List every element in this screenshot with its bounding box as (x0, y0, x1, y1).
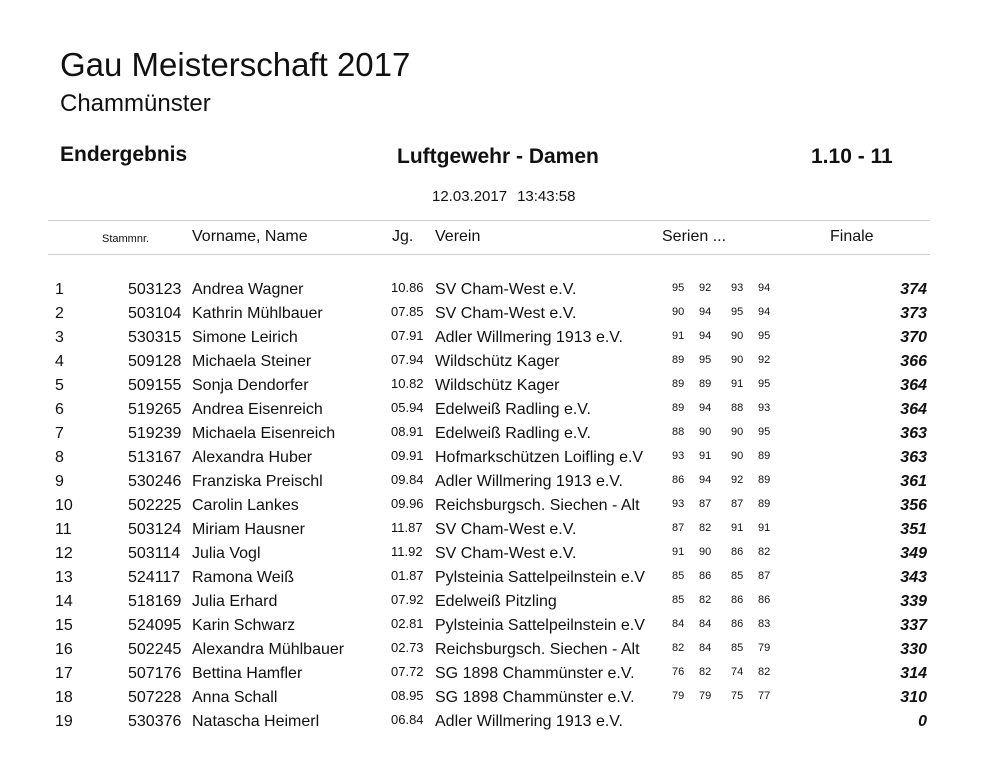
print-datetime (432, 188, 575, 206)
jg-cell: 09.96 (391, 496, 424, 511)
series-cell: 86 (758, 594, 771, 606)
final-score-cell: 314 (900, 665, 927, 682)
stammnr-cell: 503123 (128, 281, 182, 298)
series-cell: 79 (699, 690, 712, 702)
series-cell: 93 (672, 498, 685, 510)
series-cell: 79 (672, 690, 685, 702)
name-cell: Andrea Wagner (192, 281, 304, 298)
series-cell: 89 (758, 474, 771, 486)
series-cell: 75 (731, 690, 744, 702)
stammnr-cell: 530376 (128, 713, 182, 730)
series-cell: 91 (758, 522, 771, 534)
series-cell: 89 (672, 402, 685, 414)
stammnr-cell: 503114 (128, 545, 181, 562)
series-cell: 86 (731, 618, 744, 630)
series-cell: 94 (699, 306, 712, 318)
series-cell: 84 (699, 618, 712, 630)
stammnr-cell: 507228 (128, 689, 182, 706)
stammnr-cell: 513167 (128, 449, 182, 466)
jg-cell: 09.84 (391, 472, 424, 487)
rank-cell: 18 (55, 689, 73, 706)
series-cell: 88 (672, 426, 685, 438)
jg-cell: 05.94 (391, 400, 424, 415)
page-title: Gau Meisterschaft 2017 (60, 46, 411, 83)
name-cell: Kathrin Mühlbauer (192, 305, 323, 322)
rank-cell: 5 (55, 377, 64, 394)
series-cell: 94 (699, 474, 712, 486)
series-cell: 95 (758, 426, 771, 438)
jg-cell: 07.92 (391, 592, 424, 607)
name-cell: Miriam Hausner (192, 521, 305, 538)
series-cell: 89 (758, 450, 771, 462)
series-cell: 91 (731, 378, 744, 390)
series-cell: 87 (731, 498, 744, 510)
series-cell: 77 (758, 690, 771, 702)
table-row (0, 326, 1000, 350)
stammnr-cell: 509155 (128, 377, 182, 394)
column-header-name: Vorname, Name (192, 228, 308, 245)
name-cell: Julia Erhard (192, 593, 278, 610)
rank-cell: 6 (55, 401, 64, 418)
stammnr-cell: 530246 (128, 473, 182, 490)
series-cell: 84 (672, 618, 685, 630)
series-cell: 92 (731, 474, 744, 486)
verein-cell: SV Cham-West e.V. (435, 545, 577, 562)
column-header-serien: Serien ... (662, 228, 727, 245)
series-cell: 91 (699, 450, 712, 462)
verein-cell: SV Cham-West e.V. (435, 305, 577, 322)
name-cell: Alexandra Huber (192, 449, 313, 466)
final-score-cell: 370 (900, 329, 927, 346)
series-cell: 86 (731, 546, 744, 558)
final-score-cell: 0 (918, 713, 927, 730)
jg-cell: 11.92 (391, 544, 423, 559)
header-divider-top (48, 220, 930, 221)
verein-cell: Edelweiß Radling e.V. (435, 425, 591, 442)
final-score-cell: 310 (900, 689, 927, 706)
stammnr-cell: 502245 (128, 641, 182, 658)
jg-cell: 09.91 (391, 448, 424, 463)
table-row (0, 422, 1000, 446)
rank-cell: 14 (55, 593, 73, 610)
name-cell: Anna Schall (192, 689, 278, 706)
series-cell: 87 (672, 522, 685, 534)
table-row (0, 374, 1000, 398)
jg-cell: 07.85 (391, 304, 424, 319)
series-cell: 95 (672, 282, 685, 294)
final-score-cell: 339 (900, 593, 927, 610)
name-cell: Julia Vogl (192, 545, 261, 562)
series-cell: 82 (758, 666, 771, 678)
series-cell: 82 (758, 546, 771, 558)
series-cell: 76 (672, 666, 685, 678)
table-row (0, 566, 1000, 590)
jg-cell: 08.95 (391, 688, 424, 703)
final-score-cell: 374 (900, 281, 927, 298)
table-row (0, 686, 1000, 710)
rank-cell: 12 (55, 545, 73, 562)
series-cell: 92 (758, 354, 771, 366)
stammnr-cell: 524095 (128, 617, 182, 634)
print-date: 12.03.2017 (432, 188, 508, 205)
name-cell: Karin Schwarz (192, 617, 296, 634)
series-cell: 83 (758, 618, 771, 630)
rank-cell: 10 (55, 497, 73, 514)
page-subtitle: Chammünster (60, 90, 211, 117)
final-score-cell: 351 (900, 521, 927, 538)
table-row (0, 662, 1000, 686)
series-cell: 92 (699, 282, 712, 294)
name-cell: Michaela Steiner (192, 353, 312, 370)
table-row (0, 350, 1000, 374)
rank-cell: 11 (55, 521, 72, 538)
rank-cell: 16 (55, 641, 73, 658)
rank-cell: 1 (55, 281, 64, 298)
table-row (0, 398, 1000, 422)
class-code: 1.10 - 11 (811, 145, 893, 168)
series-cell: 93 (731, 282, 744, 294)
jg-cell: 10.86 (391, 280, 424, 295)
result-label: Endergebnis (60, 143, 188, 166)
table-row (0, 590, 1000, 614)
series-cell: 89 (699, 378, 712, 390)
table-row (0, 446, 1000, 470)
discipline-label: Luftgewehr - Damen (397, 145, 599, 168)
series-cell: 90 (699, 426, 712, 438)
series-cell: 91 (672, 546, 685, 558)
final-score-cell: 337 (900, 617, 927, 634)
verein-cell: Adler Willmering 1913 e.V. (435, 713, 623, 730)
rank-cell: 17 (55, 665, 73, 682)
series-cell: 88 (731, 402, 744, 414)
rank-cell: 15 (55, 617, 73, 634)
verein-cell: SG 1898 Chammünster e.V. (435, 689, 635, 706)
results-table (0, 278, 1000, 734)
name-cell: Andrea Eisenreich (192, 401, 323, 418)
series-cell: 95 (731, 306, 744, 318)
series-cell: 95 (758, 378, 771, 390)
series-cell: 89 (672, 378, 685, 390)
jg-cell: 07.72 (391, 664, 424, 679)
final-score-cell: 349 (900, 545, 927, 562)
name-cell: Carolin Lankes (192, 497, 299, 514)
table-row (0, 302, 1000, 326)
rank-cell: 8 (55, 449, 64, 466)
series-cell: 86 (672, 474, 685, 486)
series-cell: 95 (758, 330, 771, 342)
series-cell: 74 (731, 666, 744, 678)
jg-cell: 08.91 (391, 424, 424, 439)
series-cell: 86 (731, 594, 744, 606)
verein-cell: SV Cham-West e.V. (435, 281, 577, 298)
jg-cell: 10.82 (391, 376, 424, 391)
series-cell: 90 (731, 354, 744, 366)
verein-cell: Hofmarkschützen Loifling e.V (435, 449, 644, 466)
series-cell: 87 (699, 498, 712, 510)
table-row (0, 542, 1000, 566)
column-header-jg: Jg. (392, 228, 414, 245)
jg-cell: 02.81 (391, 616, 424, 631)
series-cell: 82 (699, 594, 712, 606)
table-row (0, 494, 1000, 518)
final-score-cell: 330 (900, 641, 927, 658)
series-cell: 89 (672, 354, 685, 366)
final-score-cell: 343 (900, 569, 927, 586)
final-score-cell: 363 (900, 425, 927, 442)
verein-cell: Adler Willmering 1913 e.V. (435, 473, 623, 490)
final-score-cell: 361 (900, 473, 927, 490)
series-cell: 95 (699, 354, 712, 366)
series-cell: 90 (731, 330, 744, 342)
series-cell: 82 (672, 642, 685, 654)
verein-cell: SV Cham-West e.V. (435, 521, 577, 538)
jg-cell: 07.91 (391, 328, 424, 343)
name-cell: Michaela Eisenreich (192, 425, 336, 442)
series-cell: 93 (758, 402, 771, 414)
series-cell: 85 (672, 594, 685, 606)
series-cell: 94 (758, 282, 771, 294)
rank-cell: 19 (55, 713, 73, 730)
series-cell: 87 (758, 570, 771, 582)
stammnr-cell: 524117 (128, 569, 181, 586)
rank-cell: 13 (55, 569, 73, 586)
verein-cell: Edelweiß Radling e.V. (435, 401, 591, 418)
jg-cell: 07.94 (391, 352, 424, 367)
series-cell: 86 (699, 570, 712, 582)
rank-cell: 3 (55, 329, 64, 346)
series-cell: 84 (699, 642, 712, 654)
verein-cell: Reichsburgsch. Siechen - Alt (435, 497, 640, 514)
final-score-cell: 373 (900, 305, 927, 322)
jg-cell: 11.87 (391, 520, 423, 535)
jg-cell: 01.87 (391, 568, 424, 583)
stammnr-cell: 503104 (128, 305, 182, 322)
verein-cell: Adler Willmering 1913 e.V. (435, 329, 623, 346)
series-cell: 79 (758, 642, 771, 654)
series-cell: 82 (699, 666, 712, 678)
final-score-cell: 366 (900, 353, 927, 370)
final-score-cell: 364 (900, 401, 927, 418)
name-cell: Natascha Heimerl (192, 713, 320, 730)
stammnr-cell: 518169 (128, 593, 182, 610)
series-cell: 85 (731, 642, 744, 654)
name-cell: Alexandra Mühlbauer (192, 641, 345, 658)
rank-cell: 4 (55, 353, 64, 370)
series-cell: 94 (699, 330, 712, 342)
table-row (0, 638, 1000, 662)
stammnr-cell: 507176 (128, 665, 182, 682)
series-cell: 94 (699, 402, 712, 414)
verein-cell: Wildschütz Kager (435, 377, 560, 394)
verein-cell: Reichsburgsch. Siechen - Alt (435, 641, 640, 658)
column-header-stammnr: Stammnr. (102, 233, 150, 245)
name-cell: Franziska Preischl (192, 473, 323, 490)
table-row (0, 518, 1000, 542)
verein-cell: Edelweiß Pitzling (435, 593, 557, 610)
print-time: 13:43:58 (517, 188, 576, 205)
series-cell: 90 (731, 450, 744, 462)
final-score-cell: 364 (900, 377, 927, 394)
name-cell: Ramona Weiß (192, 569, 294, 586)
rank-cell: 2 (55, 305, 64, 322)
series-cell: 94 (758, 306, 771, 318)
rank-cell: 9 (55, 473, 64, 490)
stammnr-cell: 530315 (128, 329, 182, 346)
name-cell: Simone Leirich (192, 329, 298, 346)
jg-cell: 06.84 (391, 712, 424, 727)
series-cell: 89 (758, 498, 771, 510)
table-row (0, 470, 1000, 494)
stammnr-cell: 503124 (128, 521, 182, 538)
stammnr-cell: 502225 (128, 497, 182, 514)
series-cell: 91 (672, 330, 685, 342)
series-cell: 93 (672, 450, 685, 462)
series-cell: 85 (731, 570, 744, 582)
final-score-cell: 363 (900, 449, 927, 466)
verein-cell: Pylsteinia Sattelpeilnstein e.V (435, 569, 645, 586)
verein-cell: Wildschütz Kager (435, 353, 560, 370)
table-row (0, 710, 1000, 734)
table-row (0, 278, 1000, 302)
jg-cell: 02.73 (391, 640, 424, 655)
verein-cell: SG 1898 Chammünster e.V. (435, 665, 635, 682)
stammnr-cell: 509128 (128, 353, 182, 370)
series-cell: 91 (731, 522, 744, 534)
verein-cell: Pylsteinia Sattelpeilnstein e.V (435, 617, 645, 634)
series-cell: 90 (672, 306, 685, 318)
series-cell: 85 (672, 570, 685, 582)
name-cell: Sonja Dendorfer (192, 377, 309, 394)
header-divider-bottom (48, 254, 930, 255)
series-cell: 90 (731, 426, 744, 438)
stammnr-cell: 519265 (128, 401, 182, 418)
table-row (0, 614, 1000, 638)
name-cell: Bettina Hamfler (192, 665, 303, 682)
series-cell: 82 (699, 522, 712, 534)
series-cell: 90 (699, 546, 712, 558)
column-header-finale: Finale (830, 228, 874, 245)
rank-cell: 7 (55, 425, 64, 442)
final-score-cell: 356 (900, 497, 927, 514)
column-header-verein: Verein (435, 228, 481, 245)
stammnr-cell: 519239 (128, 425, 182, 442)
